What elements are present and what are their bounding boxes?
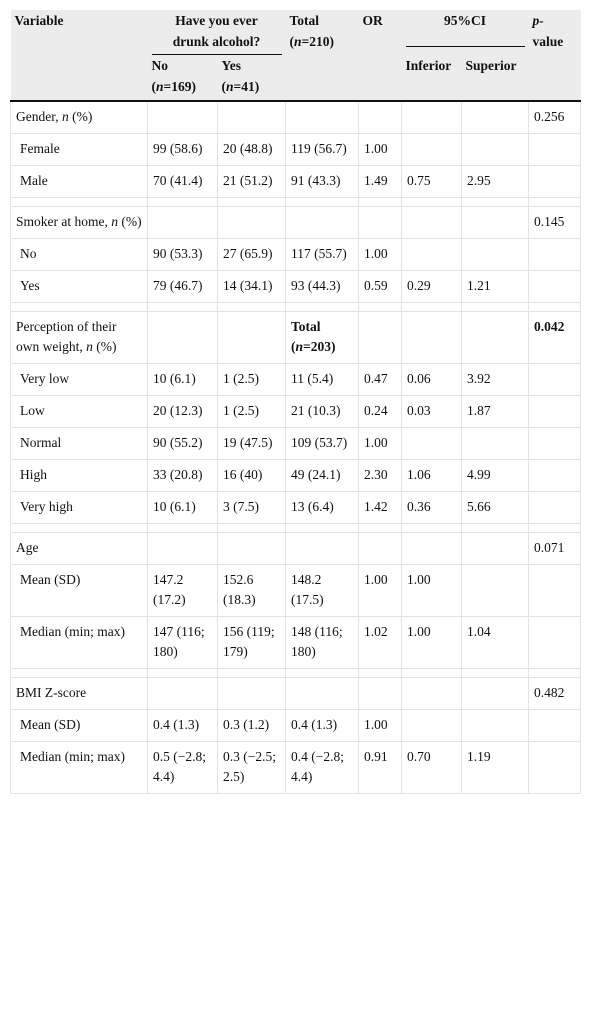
cell-yes: 20 (48.8) xyxy=(218,134,286,166)
cell-inf: 0.36 xyxy=(402,492,462,524)
empty-cell xyxy=(148,678,218,710)
cell-total: 91 (43.3) xyxy=(286,166,359,198)
header-p-value: p- value xyxy=(529,10,581,101)
cell-or: 0.59 xyxy=(359,271,402,303)
header-inferior: Inferior xyxy=(402,55,462,101)
table-row xyxy=(11,239,581,271)
cell-inf: 0.06 xyxy=(402,364,462,396)
header-total: Total (n=210) xyxy=(286,10,359,101)
spacer-cell xyxy=(359,303,402,312)
table-row xyxy=(11,364,581,396)
empty-cell xyxy=(148,312,218,364)
cell-sup: 3.92 xyxy=(462,364,529,396)
empty-cell xyxy=(402,312,462,364)
spacer-cell xyxy=(148,198,218,207)
cell-no: 20 (12.3) xyxy=(148,396,218,428)
p-value-cell: 0.482 xyxy=(529,678,581,710)
spacer-cell xyxy=(11,303,148,312)
cell-sup xyxy=(462,134,529,166)
cell-total: 109 (53.7) xyxy=(286,428,359,460)
empty-cell xyxy=(148,533,218,565)
cell-sup: 1.04 xyxy=(462,617,529,669)
row-label: Median (min; max) xyxy=(11,742,148,794)
cell-yes: 152.6 (18.3) xyxy=(218,565,286,617)
spacer-cell xyxy=(286,198,359,207)
spacer-cell xyxy=(529,198,581,207)
cell-inf: 0.70 xyxy=(402,742,462,794)
spacer-cell xyxy=(218,524,286,533)
table-row xyxy=(11,460,581,492)
spacer-cell xyxy=(359,524,402,533)
table-container xyxy=(10,10,580,794)
cell-no: 79 (46.7) xyxy=(148,271,218,303)
table-row xyxy=(11,742,581,794)
row-label: High xyxy=(11,460,148,492)
cell-no: 90 (53.3) xyxy=(148,239,218,271)
cell-or: 1.00 xyxy=(359,565,402,617)
cell-no: 33 (20.8) xyxy=(148,460,218,492)
cell-total: 117 (55.7) xyxy=(286,239,359,271)
empty-cell xyxy=(462,312,529,364)
table-row xyxy=(11,492,581,524)
empty-cell xyxy=(529,364,581,396)
empty-cell xyxy=(462,101,529,134)
empty-cell xyxy=(529,492,581,524)
empty-cell xyxy=(402,678,462,710)
cell-inf xyxy=(402,710,462,742)
cell-sup xyxy=(462,428,529,460)
spacer-cell xyxy=(402,524,462,533)
table-header xyxy=(11,10,581,101)
spacer-cell xyxy=(529,303,581,312)
cell-sup xyxy=(462,710,529,742)
spacer-cell xyxy=(286,524,359,533)
spacer-cell xyxy=(218,669,286,678)
row-label: Mean (SD) xyxy=(11,710,148,742)
cell-yes: 156 (119; 179) xyxy=(218,617,286,669)
spacer-cell xyxy=(402,303,462,312)
cell-sup: 2.95 xyxy=(462,166,529,198)
row-label: Male xyxy=(11,166,148,198)
cell-or: 0.47 xyxy=(359,364,402,396)
header-no: No (n=169) xyxy=(148,55,218,101)
spacer-cell xyxy=(148,669,218,678)
cell-or: 1.00 xyxy=(359,134,402,166)
table-body xyxy=(11,101,581,794)
cell-or: 1.49 xyxy=(359,166,402,198)
spacer-cell xyxy=(462,669,529,678)
cell-sup xyxy=(462,565,529,617)
alcohol-odds-table xyxy=(10,10,581,794)
cell-no: 99 (58.6) xyxy=(148,134,218,166)
empty-cell xyxy=(529,742,581,794)
cell-or: 2.30 xyxy=(359,460,402,492)
empty-cell xyxy=(359,207,402,239)
empty-cell xyxy=(218,678,286,710)
cell-yes: 1 (2.5) xyxy=(218,396,286,428)
section-header-row xyxy=(11,207,581,239)
cell-total: 119 (56.7) xyxy=(286,134,359,166)
spacer-cell xyxy=(11,669,148,678)
cell-or: 1.00 xyxy=(359,239,402,271)
cell-yes: 21 (51.2) xyxy=(218,166,286,198)
table-row xyxy=(11,710,581,742)
cell-yes: 0.3 (1.2) xyxy=(218,710,286,742)
cell-yes: 3 (7.5) xyxy=(218,492,286,524)
empty-cell xyxy=(148,207,218,239)
empty-cell xyxy=(286,533,359,565)
header-superior: Superior xyxy=(462,55,529,101)
empty-cell xyxy=(359,312,402,364)
spacer-cell xyxy=(359,669,402,678)
cell-inf: 0.75 xyxy=(402,166,462,198)
table-row xyxy=(11,166,581,198)
cell-sup: 1.19 xyxy=(462,742,529,794)
cell-inf xyxy=(402,134,462,166)
empty-cell xyxy=(529,396,581,428)
cell-inf: 0.29 xyxy=(402,271,462,303)
header-drunk-alcohol: Have you ever drunk alcohol? xyxy=(148,10,286,55)
p-value-cell: 0.256 xyxy=(529,101,581,134)
empty-cell xyxy=(402,533,462,565)
empty-cell xyxy=(529,428,581,460)
empty-cell xyxy=(148,101,218,134)
spacer-cell xyxy=(529,669,581,678)
p-value-cell: 0.071 xyxy=(529,533,581,565)
empty-cell xyxy=(462,678,529,710)
p-value-cell: 0.042 xyxy=(529,312,581,364)
spacer-cell xyxy=(148,524,218,533)
empty-cell xyxy=(402,207,462,239)
section-total-header: Total (n=203) xyxy=(286,312,359,364)
empty-cell xyxy=(359,678,402,710)
cell-inf xyxy=(402,239,462,271)
cell-sup: 1.87 xyxy=(462,396,529,428)
cell-total: 148 (116; 180) xyxy=(286,617,359,669)
p-value-cell: 0.145 xyxy=(529,207,581,239)
cell-inf: 0.03 xyxy=(402,396,462,428)
header-variable: Variable xyxy=(11,10,148,101)
spacer-cell xyxy=(148,303,218,312)
cell-no: 10 (6.1) xyxy=(148,492,218,524)
empty-cell xyxy=(218,207,286,239)
spacer-cell xyxy=(402,669,462,678)
cell-yes: 27 (65.9) xyxy=(218,239,286,271)
table-row xyxy=(11,396,581,428)
header-yes: Yes (n=41) xyxy=(218,55,286,101)
section-title: Age xyxy=(11,533,148,565)
section-spacer xyxy=(11,198,581,207)
row-label: Yes xyxy=(11,271,148,303)
empty-cell xyxy=(286,207,359,239)
cell-sup: 4.99 xyxy=(462,460,529,492)
cell-yes: 19 (47.5) xyxy=(218,428,286,460)
spacer-cell xyxy=(402,198,462,207)
cell-yes: 1 (2.5) xyxy=(218,364,286,396)
cell-sup: 1.21 xyxy=(462,271,529,303)
cell-no: 147 (116; 180) xyxy=(148,617,218,669)
cell-yes: 14 (34.1) xyxy=(218,271,286,303)
cell-total: 49 (24.1) xyxy=(286,460,359,492)
row-label: Female xyxy=(11,134,148,166)
section-header-row xyxy=(11,101,581,134)
empty-cell xyxy=(286,101,359,134)
cell-total: 0.4 (1.3) xyxy=(286,710,359,742)
empty-cell xyxy=(359,101,402,134)
empty-cell xyxy=(286,678,359,710)
spacer-cell xyxy=(286,303,359,312)
empty-cell xyxy=(462,533,529,565)
row-label: Very low xyxy=(11,364,148,396)
empty-cell xyxy=(529,460,581,492)
cell-or: 0.24 xyxy=(359,396,402,428)
row-label: Low xyxy=(11,396,148,428)
cell-sup xyxy=(462,239,529,271)
cell-no: 10 (6.1) xyxy=(148,364,218,396)
empty-cell xyxy=(529,239,581,271)
header-or: OR xyxy=(359,10,402,101)
spacer-cell xyxy=(286,669,359,678)
cell-sup: 5.66 xyxy=(462,492,529,524)
row-label: Normal xyxy=(11,428,148,460)
section-header-row xyxy=(11,312,581,364)
spacer-cell xyxy=(359,198,402,207)
cell-total: 21 (10.3) xyxy=(286,396,359,428)
section-header-row xyxy=(11,533,581,565)
header-ci: 95%CI xyxy=(402,10,529,55)
spacer-cell xyxy=(11,524,148,533)
empty-cell xyxy=(529,710,581,742)
table-row xyxy=(11,271,581,303)
section-spacer xyxy=(11,303,581,312)
group-underline xyxy=(406,46,525,47)
spacer-cell xyxy=(462,524,529,533)
cell-no: 90 (55.2) xyxy=(148,428,218,460)
cell-or: 1.00 xyxy=(359,428,402,460)
cell-inf xyxy=(402,428,462,460)
cell-yes: 0.3 (−2.5; 2.5) xyxy=(218,742,286,794)
spacer-cell xyxy=(462,303,529,312)
section-header-row xyxy=(11,678,581,710)
spacer-cell xyxy=(462,198,529,207)
cell-or: 1.42 xyxy=(359,492,402,524)
spacer-cell xyxy=(11,198,148,207)
cell-total: 93 (44.3) xyxy=(286,271,359,303)
section-spacer xyxy=(11,669,581,678)
cell-no: 147.2 (17.2) xyxy=(148,565,218,617)
empty-cell xyxy=(218,101,286,134)
table-row xyxy=(11,428,581,460)
table-row xyxy=(11,565,581,617)
cell-or: 1.02 xyxy=(359,617,402,669)
section-title: Smoker at home, n (%) xyxy=(11,207,148,239)
cell-total: 13 (6.4) xyxy=(286,492,359,524)
empty-cell xyxy=(529,617,581,669)
cell-inf: 1.06 xyxy=(402,460,462,492)
row-label: Very high xyxy=(11,492,148,524)
cell-or: 1.00 xyxy=(359,710,402,742)
cell-no: 0.5 (−2.8; 4.4) xyxy=(148,742,218,794)
section-title: BMI Z-score xyxy=(11,678,148,710)
cell-yes: 16 (40) xyxy=(218,460,286,492)
empty-cell xyxy=(402,101,462,134)
empty-cell xyxy=(359,533,402,565)
empty-cell xyxy=(529,565,581,617)
section-title: Gender, n (%) xyxy=(11,101,148,134)
table-row xyxy=(11,617,581,669)
row-label: Median (min; max) xyxy=(11,617,148,669)
cell-inf: 1.00 xyxy=(402,565,462,617)
cell-or: 0.91 xyxy=(359,742,402,794)
spacer-cell xyxy=(218,198,286,207)
cell-inf: 1.00 xyxy=(402,617,462,669)
empty-cell xyxy=(529,134,581,166)
table-row xyxy=(11,134,581,166)
empty-cell xyxy=(529,271,581,303)
spacer-cell xyxy=(218,303,286,312)
empty-cell xyxy=(218,312,286,364)
row-label: Mean (SD) xyxy=(11,565,148,617)
cell-total: 11 (5.4) xyxy=(286,364,359,396)
empty-cell xyxy=(462,207,529,239)
cell-total: 148.2 (17.5) xyxy=(286,565,359,617)
cell-no: 70 (41.4) xyxy=(148,166,218,198)
cell-no: 0.4 (1.3) xyxy=(148,710,218,742)
row-label: No xyxy=(11,239,148,271)
section-title: Perception of their own weight, n (%) xyxy=(11,312,148,364)
cell-total: 0.4 (−2.8; 4.4) xyxy=(286,742,359,794)
spacer-cell xyxy=(529,524,581,533)
empty-cell xyxy=(218,533,286,565)
section-spacer xyxy=(11,524,581,533)
empty-cell xyxy=(529,166,581,198)
